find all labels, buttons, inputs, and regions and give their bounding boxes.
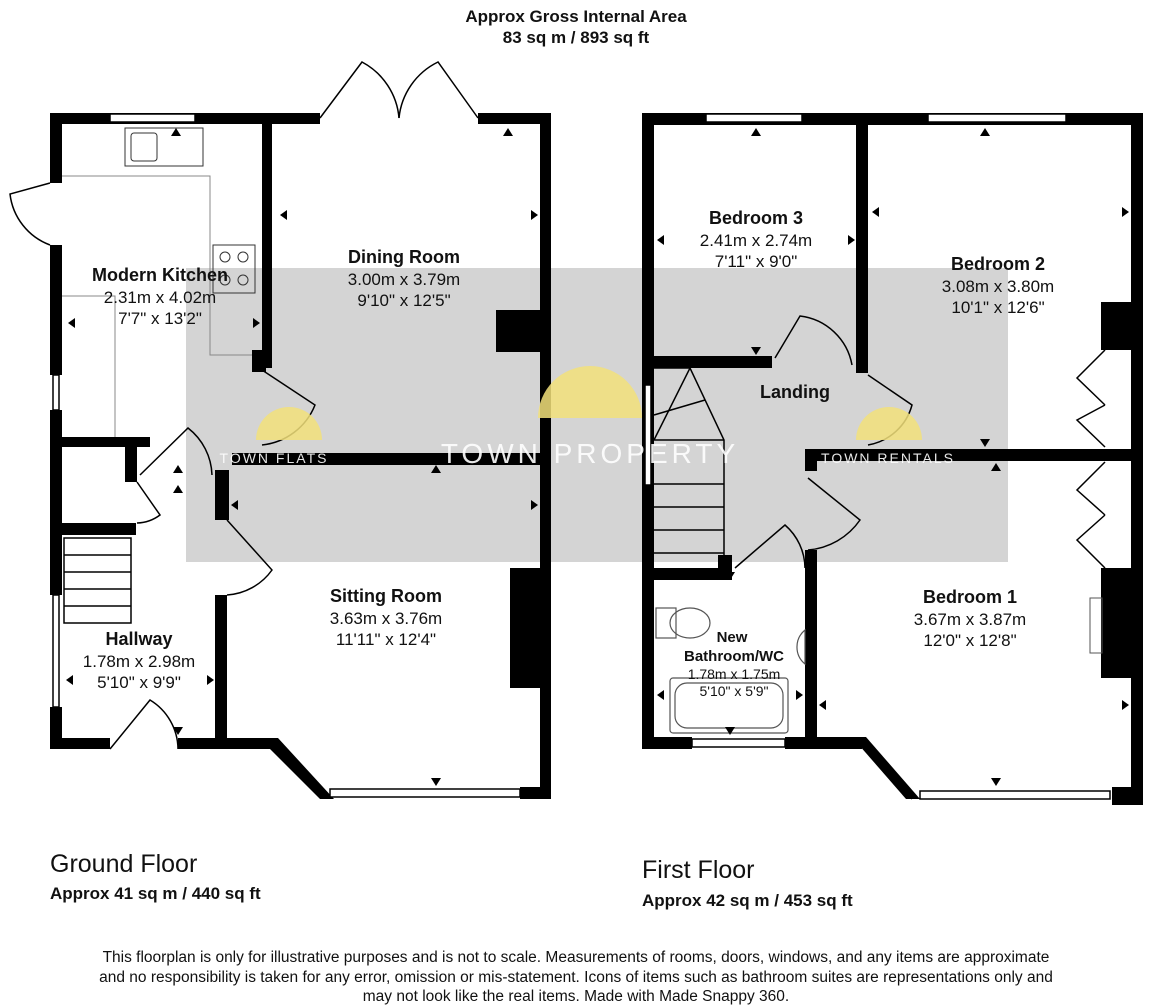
ground-floor-area: Approx 41 sq m / 440 sq ft [50, 884, 261, 903]
room-name-sitting: Sitting Room [330, 586, 442, 606]
kitchen-back-door [10, 183, 50, 245]
room-name-bedroom2: Bedroom 2 [950, 254, 1046, 274]
disclaimer-line-3: may not look like the real items. Made with Made Snappy 360. [362, 988, 790, 1005]
ground-floor-title: Ground Floor [50, 850, 198, 878]
watermark-brand-right: TOWN RENTALS [821, 450, 955, 466]
room-name-kitchen: Modern Kitchen [91, 265, 229, 285]
room-imperial-hallway: 5'10" x 9'9" [97, 673, 181, 692]
french-doors [320, 62, 478, 118]
room-metric-bathroom: 1.78m x 1.75m [687, 666, 781, 682]
room-name-dining: Dining Room [348, 247, 460, 267]
room-imperial-kitchen: 7'7" x 13'2" [118, 309, 202, 328]
room-name-landing: Landing [760, 382, 830, 402]
room-name-hallway: Hallway [105, 629, 173, 649]
first-floor-area: Approx 42 sq m / 453 sq ft [642, 891, 853, 910]
room-name-bedroom1: Bedroom 1 [922, 587, 1018, 607]
room-imperial-dining: 9'10" x 12'5" [357, 291, 451, 310]
room-metric-bedroom1: 3.67m x 3.87m [913, 610, 1027, 629]
room-metric-dining: 3.00m x 3.79m [347, 270, 461, 289]
room-metric-kitchen: 2.31m x 4.02m [103, 288, 217, 307]
room-imperial-sitting: 11'11" x 12'4" [335, 630, 437, 649]
disclaimer-line-1: This floorplan is only for illustrative purposes and is not to scale. Measurements of rooms, doors, windows, and any items are approximate [102, 949, 1050, 966]
first-floor-title: First Floor [642, 856, 755, 884]
room-imperial-bathroom: 5'10" x 5'9" [699, 683, 769, 699]
room-metric-sitting: 3.63m x 3.76m [329, 609, 443, 628]
disclaimer-line-2: and no responsibility is taken for any error, omission or mis-statement. Icons of items such as bathroom suites are representations only and [99, 968, 1053, 986]
disclaimer [60, 948, 1092, 1007]
room-name-bathroom-line1: New [716, 629, 748, 646]
ground-stairs [64, 538, 131, 623]
fireplace-outline [1090, 598, 1102, 653]
watermark-brand-left: TOWN FLATS [219, 450, 329, 466]
room-imperial-bedroom3: 7'11" x 9'0" [714, 252, 798, 271]
gross-area-value: 83 sq m / 893 sq ft [502, 28, 650, 47]
watermark-brand-main: TOWN PROPERTY [440, 438, 740, 469]
room-metric-bedroom2: 3.08m x 3.80m [941, 277, 1055, 296]
room-name-bathroom-line2: Bathroom/WC [684, 648, 784, 665]
room-metric-hallway: 1.78m x 2.98m [82, 652, 196, 671]
gross-area-title: Approx Gross Internal Area [465, 7, 687, 26]
room-imperial-bedroom1: 12'0" x 12'8" [923, 631, 1017, 650]
room-metric-bedroom3: 2.41m x 2.74m [699, 231, 813, 250]
room-imperial-bedroom2: 10'1" x 12'6" [951, 298, 1045, 317]
room-name-bedroom3: Bedroom 3 [708, 208, 804, 228]
